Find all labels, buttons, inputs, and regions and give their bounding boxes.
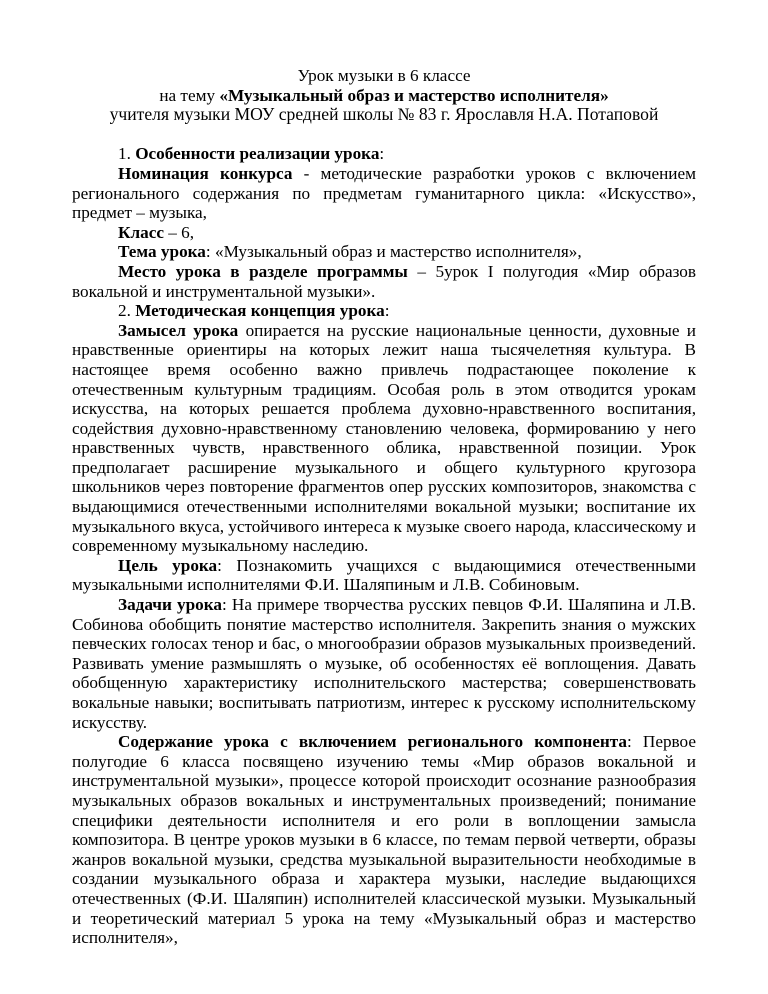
tasks-text: : На примере творчества русских певцов Ф.И. Шаляпина и Л.В. Собинова обобщить понятие мастерство исполнителя. Закрепить знания о мужских певческих голосах тенор и бас, о многообразии образов музыкальных произведений. Развивать умение размышлять о музыке, об особенностях её воплощения. Давать обобщенную характеристику исполнительского мастерства; совершенствовать вокальные навыки; воспитывать патриотизм, интерес к русскому исполнительскому искусству.	[72, 595, 696, 732]
goal-text: : Познакомить учащихся с выдающимися отечественными музыкальными исполнителями Ф.И. Шаляпиным и Л.В. Собиновым.	[72, 555, 696, 595]
idea-paragraph	[72, 321, 696, 556]
lesson-topic-line	[72, 86, 696, 106]
content-text: : Первое полугодие 6 класса посвящено изучению темы «Мир образов вокальной и инструментальной музыки», процессе которой происходит осознание разнообразия музыкальных образов вокальных и инструментальных произведений; понимание специфики деятельности исполнителя и его роли в воплощении замысла композитора. В центре уроков музыки в 6 классе, по темам первой четверти, образы жанров вокальной музыки, средства музыкальной выразительности необходимые в создании музыкального образа и характера музыки, наследие выдающихся отечественных (Ф.И. Шаляпин) исполнителей классической музыки. Музыкальный и теоретический материал 5 урока на тему «Музыкальный образ и мастерство исполнителя»,	[72, 732, 696, 948]
spacer	[72, 125, 696, 145]
nomination-text: - методические разработки уроков с включением регионального содержания по предметам гуманитарного цикла: «Искусство», предмет – музыка,	[72, 163, 697, 223]
section-1-number: 1.	[118, 144, 136, 164]
idea-text: опирается на русские национальные ценности, духовные и нравственные ориентиры на которых лежит наша тысячелетняя культура. В настоящее время особенно важно привлечь подрастающее поколение к отечественным культурным традициям. Особая роль в этом отводится урокам искусства, на которых решается проблема духовно-нравственного воспитания, содействия духовно-нравственному становлению человека, формированию у него нравственных чувств, нравственного облика, нравственной позиции. Урок предполагает расширение музыкального и общего культурного кругозора школьников через повторение фрагментов опер русских композиторов, знакомства с выдающимися отечественными исполнителями вокальной музыки; воспитание их музыкального вкуса, устойчивого интереса к музыке своего народа, классическому и современному музыкальному наследию.	[72, 320, 696, 556]
goal-paragraph	[72, 556, 696, 595]
section-1-title: Особенности реализации урока	[135, 144, 380, 164]
place-text: – 5урок I полугодия «Мир образов вокальной и инструментальной музыки».	[72, 261, 696, 301]
place-paragraph	[72, 262, 696, 301]
section-2-heading	[72, 301, 696, 321]
topic-title: «Музыкальный образ и мастерство исполнителя»	[219, 85, 609, 105]
topic-text: : «Музыкальный образ и мастерство исполнителя»,	[205, 242, 582, 262]
document-header	[72, 66, 696, 125]
topic-label: Тема урока	[118, 242, 206, 262]
section-2-colon: :	[384, 301, 390, 321]
topic-prefix: на тему	[159, 85, 220, 105]
content-paragraph	[72, 732, 696, 948]
section-1-heading	[72, 144, 696, 164]
section-2-number: 2.	[118, 301, 136, 321]
content-label: Содержание урока с включением регионального компонента	[118, 732, 628, 752]
tasks-paragraph	[72, 595, 696, 732]
section-1-colon: :	[379, 144, 385, 164]
tasks-label: Задачи урока	[118, 595, 222, 615]
class-paragraph	[72, 223, 696, 243]
place-label: Место урока в разделе программы	[118, 261, 408, 281]
section-2-title: Методическая концепция урока	[135, 301, 385, 321]
idea-label: Замысел урока	[118, 320, 239, 340]
class-label: Класс	[118, 222, 164, 242]
class-text: – 6,	[163, 222, 195, 242]
goal-label: Цель урока	[118, 555, 218, 575]
lesson-title: Урок музыки в 6 классе	[297, 66, 471, 85]
topic-paragraph	[72, 242, 696, 262]
nomination-paragraph	[72, 164, 696, 223]
nomination-label: Номинация конкурса	[118, 163, 293, 183]
teacher-line: учителя музыки МОУ средней школы № 83 г. Ярославля Н.А. Потаповой	[109, 104, 659, 125]
